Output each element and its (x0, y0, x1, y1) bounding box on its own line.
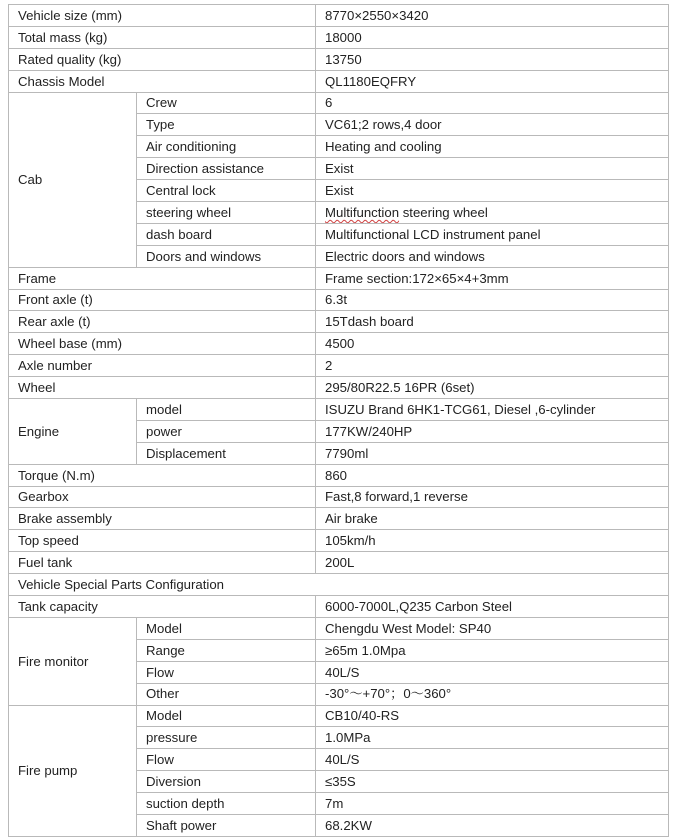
spec-row-fuel-tank (9, 552, 669, 574)
group-label-cab: Cab (9, 92, 137, 267)
spec-value: ISUZU Brand 6HK1-TCG61, Diesel ,6-cylinder (316, 399, 669, 421)
spec-value: 105km/h (316, 530, 669, 552)
sub-label: Type (137, 114, 316, 136)
spec-value: 68.2KW (316, 814, 669, 836)
spec-value: 7790ml (316, 442, 669, 464)
spec-label: Fuel tank (9, 552, 316, 574)
section-row (9, 574, 669, 596)
spec-value: 6.3t (316, 289, 669, 311)
spec-row-gearbox (9, 486, 669, 508)
spec-value: Heating and cooling (316, 136, 669, 158)
spec-label: Frame (9, 267, 316, 289)
sub-label: Model (137, 617, 316, 639)
sub-label: suction depth (137, 793, 316, 815)
spec-label: Chassis Model (9, 70, 316, 92)
spec-value: 40L/S (316, 749, 669, 771)
spec-value: 40L/S (316, 661, 669, 683)
spec-value: 200L (316, 552, 669, 574)
spec-row-wheel-base-mm (9, 333, 669, 355)
spec-label: Total mass (kg) (9, 26, 316, 48)
spec-row-chassis-model (9, 70, 669, 92)
sub-label: Range (137, 639, 316, 661)
spec-value: 2 (316, 355, 669, 377)
sub-label: Other (137, 683, 316, 705)
spec-value: 4500 (316, 333, 669, 355)
spec-label: Gearbox (9, 486, 316, 508)
spec-value: 1.0MPa (316, 727, 669, 749)
spec-label: Front axle (t) (9, 289, 316, 311)
sub-label: Diversion (137, 771, 316, 793)
sub-label: power (137, 420, 316, 442)
spec-value: Chengdu West Model: SP40 (316, 617, 669, 639)
spec-value: Fast,8 forward,1 reverse (316, 486, 669, 508)
spec-label: Brake assembly (9, 508, 316, 530)
spec-value: -30°～+70°；0～360° (316, 683, 669, 705)
spec-value: 177KW/240HP (316, 420, 669, 442)
spec-row-cab-crew (9, 92, 669, 114)
spec-value: 15Tdash board (316, 311, 669, 333)
spec-value: ≥65m 1.0Mpa (316, 639, 669, 661)
spec-label: Tank capacity (9, 596, 316, 618)
sub-label: model (137, 399, 316, 421)
section-heading: Vehicle Special Parts Configuration (9, 574, 669, 596)
spec-row-fire-monitor-model (9, 617, 669, 639)
spec-row-torque-n-m (9, 464, 669, 486)
sub-label: Air conditioning (137, 136, 316, 158)
spec-label: Rated quality (kg) (9, 48, 316, 70)
spec-row-wheel (9, 377, 669, 399)
spec-row-rear-axle-t (9, 311, 669, 333)
sub-label: dash board (137, 223, 316, 245)
spec-value: VC61;2 rows,4 door (316, 114, 669, 136)
spec-label: Torque (N.m) (9, 464, 316, 486)
sub-label: Doors and windows (137, 245, 316, 267)
spec-value: Air brake (316, 508, 669, 530)
sub-label: steering wheel (137, 202, 316, 224)
sub-label: Central lock (137, 180, 316, 202)
spec-row-front-axle-t (9, 289, 669, 311)
spec-value: ≤35S (316, 771, 669, 793)
group-label-fire-monitor: Fire monitor (9, 617, 137, 705)
spec-row-total-mass-kg (9, 26, 669, 48)
spec-value: Exist (316, 158, 669, 180)
spec-table-body (9, 5, 669, 837)
group-label-fire-pump: Fire pump (9, 705, 137, 836)
spec-row-tank-capacity (9, 596, 669, 618)
group-label-engine: Engine (9, 399, 137, 465)
spec-row-vehicle-size-mm (9, 5, 669, 27)
spec-row-frame (9, 267, 669, 289)
sub-label: pressure (137, 727, 316, 749)
sub-label: Flow (137, 749, 316, 771)
spec-value: Exist (316, 180, 669, 202)
spec-row-brake-assembly (9, 508, 669, 530)
spec-value: 13750 (316, 48, 669, 70)
sub-label: Model (137, 705, 316, 727)
sub-label: Direction assistance (137, 158, 316, 180)
spec-row-rated-quality-kg (9, 48, 669, 70)
spec-label: Wheel base (mm) (9, 333, 316, 355)
spec-value: Multifunction steering wheel (316, 202, 669, 224)
sub-label: Displacement (137, 442, 316, 464)
spec-value: Multifunctional LCD instrument panel (316, 223, 669, 245)
spec-value: 8770×2550×3420 (316, 5, 669, 27)
spec-row-axle-number (9, 355, 669, 377)
spec-value: CB10/40-RS (316, 705, 669, 727)
spec-label: Wheel (9, 377, 316, 399)
spec-value: 860 (316, 464, 669, 486)
spec-value: QL1180EQFRY (316, 70, 669, 92)
spec-label: Vehicle size (mm) (9, 5, 316, 27)
spec-value: Frame section:172×65×4+3mm (316, 267, 669, 289)
spec-value: Electric doors and windows (316, 245, 669, 267)
spec-label: Rear axle (t) (9, 311, 316, 333)
spec-value: 6000-7000L,Q235 Carbon Steel (316, 596, 669, 618)
spec-value: 7m (316, 793, 669, 815)
spec-row-fire-pump-model (9, 705, 669, 727)
spec-row-engine-model (9, 399, 669, 421)
spec-row-top-speed (9, 530, 669, 552)
spec-label: Top speed (9, 530, 316, 552)
sub-label: Crew (137, 92, 316, 114)
spec-value: 6 (316, 92, 669, 114)
sub-label: Flow (137, 661, 316, 683)
spec-label: Axle number (9, 355, 316, 377)
spec-value: 295/80R22.5 16PR (6set) (316, 377, 669, 399)
spec-value: 18000 (316, 26, 669, 48)
sub-label: Shaft power (137, 814, 316, 836)
spec-table (8, 4, 669, 837)
spellcheck-mark: Multifunction (325, 204, 400, 220)
